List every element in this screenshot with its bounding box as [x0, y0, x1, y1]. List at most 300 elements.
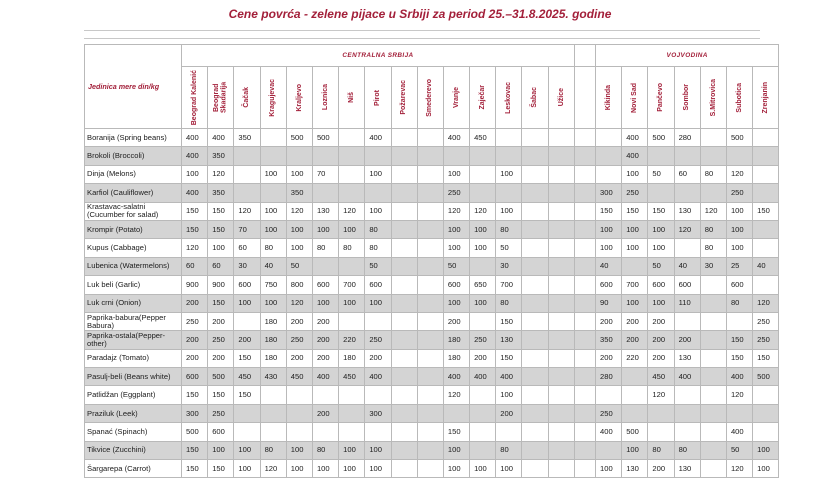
price-cell	[391, 294, 417, 312]
city-label: S.Mitrovica	[709, 78, 717, 117]
price-cell: 120	[753, 294, 779, 312]
price-cell: 70	[312, 165, 338, 183]
price-cell	[753, 276, 779, 294]
price-cell	[548, 220, 574, 238]
city-header	[312, 67, 338, 129]
price-cell	[470, 165, 496, 183]
price-cell: 100	[312, 220, 338, 238]
price-cell: 180	[260, 312, 286, 330]
price-cell: 120	[443, 202, 469, 220]
price-cell: 200	[648, 331, 674, 349]
price-cell: 100	[622, 239, 648, 257]
table-row	[85, 129, 779, 147]
price-cell: 100	[470, 294, 496, 312]
city-label: Beograd Kalenić	[190, 69, 198, 126]
price-cell	[522, 202, 548, 220]
price-cell: 750	[260, 276, 286, 294]
price-cell: 250	[208, 404, 234, 422]
price-cell	[339, 165, 365, 183]
price-cell: 150	[208, 460, 234, 478]
price-cell: 100	[312, 460, 338, 478]
price-cell	[260, 129, 286, 147]
price-cell	[391, 239, 417, 257]
city-header	[208, 67, 234, 129]
price-cell: 100	[470, 220, 496, 238]
price-cell	[234, 165, 260, 183]
vegetable-name: Krompir (Potato)	[85, 220, 182, 238]
price-cell: 100	[496, 386, 522, 404]
price-cell: 600	[365, 276, 391, 294]
price-cell: 450	[648, 368, 674, 386]
price-cell	[260, 147, 286, 165]
price-cell: 400	[726, 368, 752, 386]
price-cell: 120	[674, 220, 700, 238]
city-label: Užice	[557, 88, 565, 107]
price-cell	[522, 386, 548, 404]
city-header	[700, 67, 726, 129]
price-cell: 200	[208, 312, 234, 330]
vegetable-name: Karfiol (Cauliflower)	[85, 184, 182, 202]
city-header	[470, 67, 496, 129]
city-header	[417, 67, 443, 129]
price-cell	[286, 147, 312, 165]
column-gap	[575, 67, 596, 129]
price-cell	[622, 404, 648, 422]
city-header	[234, 67, 260, 129]
city-header	[365, 67, 391, 129]
price-cell: 120	[470, 202, 496, 220]
price-cell: 150	[182, 202, 208, 220]
table-row	[85, 423, 779, 441]
city-label: Požarevac	[400, 80, 408, 115]
column-gap	[575, 368, 596, 386]
price-cell: 200	[443, 312, 469, 330]
city-header	[260, 67, 286, 129]
price-cell	[700, 368, 726, 386]
price-cell: 50	[443, 257, 469, 275]
price-cell: 100	[234, 441, 260, 459]
price-cell: 100	[622, 220, 648, 238]
price-cell: 80	[726, 294, 752, 312]
price-cell	[522, 404, 548, 422]
price-cell	[700, 276, 726, 294]
price-cell: 100	[443, 239, 469, 257]
price-cell: 180	[339, 349, 365, 367]
city-label: Novi Sad	[630, 82, 638, 113]
price-cell: 150	[726, 349, 752, 367]
price-cell: 250	[753, 312, 779, 330]
price-cell: 400	[365, 368, 391, 386]
price-cell	[260, 386, 286, 404]
price-cell	[522, 276, 548, 294]
vegetable-name: Boranija (Spring beans)	[85, 129, 182, 147]
price-cell	[700, 184, 726, 202]
price-cell	[548, 331, 574, 349]
price-cell	[312, 257, 338, 275]
price-cell	[365, 312, 391, 330]
price-cell	[365, 147, 391, 165]
price-cell: 500	[312, 129, 338, 147]
price-cell: 450	[286, 368, 312, 386]
price-cell	[417, 129, 443, 147]
price-cell	[417, 294, 443, 312]
city-header	[674, 67, 700, 129]
price-cell: 150	[496, 349, 522, 367]
price-cell: 100	[365, 202, 391, 220]
price-cell	[700, 460, 726, 478]
price-cell: 200	[596, 312, 622, 330]
price-cell: 400	[312, 368, 338, 386]
price-cell: 450	[339, 368, 365, 386]
price-cell	[470, 312, 496, 330]
region-vojvodina: VOJVODINA	[596, 45, 779, 67]
price-cell	[674, 184, 700, 202]
price-cell: 80	[365, 220, 391, 238]
price-cell	[496, 147, 522, 165]
price-cell	[234, 423, 260, 441]
price-cell	[260, 404, 286, 422]
price-cell: 200	[208, 349, 234, 367]
price-cell: 350	[208, 184, 234, 202]
price-cell	[365, 423, 391, 441]
price-cell: 200	[496, 404, 522, 422]
price-cell: 400	[622, 147, 648, 165]
column-gap	[575, 349, 596, 367]
price-cell: 250	[726, 184, 752, 202]
price-cell: 40	[260, 257, 286, 275]
price-cell: 120	[648, 386, 674, 404]
price-cell: 100	[443, 294, 469, 312]
price-cell: 100	[182, 165, 208, 183]
table-row	[85, 239, 779, 257]
price-cell	[496, 129, 522, 147]
price-cell	[753, 220, 779, 238]
price-cell	[339, 129, 365, 147]
price-cell: 50	[365, 257, 391, 275]
price-cell: 100	[726, 220, 752, 238]
city-label: Kragujevac	[269, 78, 277, 117]
price-cell	[391, 368, 417, 386]
price-cell	[753, 404, 779, 422]
price-cell: 120	[182, 239, 208, 257]
price-cell: 80	[260, 441, 286, 459]
price-cell	[391, 165, 417, 183]
price-cell	[391, 202, 417, 220]
price-cell: 200	[312, 404, 338, 422]
price-cell	[548, 165, 574, 183]
price-cell	[234, 147, 260, 165]
price-cell: 600	[312, 276, 338, 294]
price-cell: 100	[234, 460, 260, 478]
price-cell	[596, 386, 622, 404]
price-cell: 80	[260, 239, 286, 257]
price-cell: 200	[470, 349, 496, 367]
city-label: Kikinda	[604, 84, 612, 111]
price-cell	[522, 239, 548, 257]
price-cell: 130	[496, 331, 522, 349]
price-cell: 250	[182, 312, 208, 330]
price-cell: 400	[182, 129, 208, 147]
price-cell: 100	[648, 220, 674, 238]
price-cell	[700, 147, 726, 165]
price-cell	[417, 349, 443, 367]
price-cell: 40	[596, 257, 622, 275]
price-cell: 130	[674, 202, 700, 220]
price-cell	[648, 423, 674, 441]
price-cell	[522, 294, 548, 312]
price-cell: 100	[443, 460, 469, 478]
price-cell: 350	[286, 184, 312, 202]
price-cell	[674, 404, 700, 422]
price-cell	[286, 423, 312, 441]
unit-label: Jedinica mere din/kg	[85, 45, 182, 129]
price-cell	[312, 147, 338, 165]
price-cell: 280	[596, 368, 622, 386]
price-cell: 50	[286, 257, 312, 275]
price-cell	[522, 257, 548, 275]
price-cell: 500	[182, 423, 208, 441]
price-cell: 150	[208, 294, 234, 312]
price-cell: 350	[596, 331, 622, 349]
title-divider-lower	[84, 38, 760, 39]
price-cell: 100	[208, 239, 234, 257]
city-label: Beograd Skadarija	[213, 81, 228, 114]
price-cell	[417, 368, 443, 386]
price-cell: 300	[365, 404, 391, 422]
price-cell	[339, 184, 365, 202]
price-cell	[622, 368, 648, 386]
price-cell	[260, 423, 286, 441]
price-cell: 40	[753, 257, 779, 275]
price-cell	[417, 165, 443, 183]
city-header	[496, 67, 522, 129]
price-cell: 70	[234, 220, 260, 238]
price-cell: 100	[234, 294, 260, 312]
price-cell	[753, 129, 779, 147]
price-cell: 200	[365, 349, 391, 367]
price-cell: 80	[496, 220, 522, 238]
price-cell: 25	[726, 257, 752, 275]
price-cell: 130	[312, 202, 338, 220]
price-cell: 120	[726, 460, 752, 478]
price-cell: 220	[622, 349, 648, 367]
price-cell: 100	[339, 220, 365, 238]
price-cell	[596, 129, 622, 147]
price-cell: 600	[674, 276, 700, 294]
price-cell: 120	[443, 386, 469, 404]
price-cell	[674, 147, 700, 165]
price-cell: 100	[470, 239, 496, 257]
price-cell	[522, 331, 548, 349]
price-cell	[417, 441, 443, 459]
price-cell: 100	[726, 202, 752, 220]
price-cell: 80	[365, 239, 391, 257]
column-gap	[575, 331, 596, 349]
price-cell	[312, 423, 338, 441]
price-cell: 100	[365, 441, 391, 459]
vegetable-name: Praziluk (Leek)	[85, 404, 182, 422]
price-cell	[548, 312, 574, 330]
price-cell	[726, 404, 752, 422]
column-gap	[575, 239, 596, 257]
price-cell: 150	[234, 349, 260, 367]
page-title: Cene povrća - zelene pijace u Srbiji za period 25.–31.8.2025. godine	[228, 7, 612, 21]
table-row	[85, 460, 779, 478]
price-cell	[522, 184, 548, 202]
price-cell: 50	[496, 239, 522, 257]
price-cell: 90	[596, 294, 622, 312]
price-cell	[286, 404, 312, 422]
city-label: Zrenjanin	[761, 81, 769, 114]
table-row	[85, 404, 779, 422]
price-cell: 120	[260, 460, 286, 478]
price-cell	[391, 312, 417, 330]
column-gap	[575, 147, 596, 165]
price-cell	[548, 239, 574, 257]
price-cell: 150	[753, 202, 779, 220]
vegetable-name: Brokoli (Broccoli)	[85, 147, 182, 165]
price-cell: 80	[312, 441, 338, 459]
title-divider	[84, 30, 760, 31]
price-cell: 450	[470, 129, 496, 147]
price-cell	[648, 147, 674, 165]
price-cell: 100	[286, 239, 312, 257]
price-cell	[391, 423, 417, 441]
vegetable-name: Paprika-ostala(Pepper-other)	[85, 331, 182, 349]
price-cell	[391, 184, 417, 202]
price-cell	[726, 147, 752, 165]
price-cell	[391, 349, 417, 367]
price-cell: 130	[622, 460, 648, 478]
price-cell	[470, 404, 496, 422]
price-cell: 150	[596, 202, 622, 220]
price-cell	[522, 147, 548, 165]
price-cell: 100	[260, 294, 286, 312]
price-cell	[365, 184, 391, 202]
price-cell: 600	[596, 276, 622, 294]
price-cell	[391, 220, 417, 238]
price-cell	[496, 423, 522, 441]
price-cell	[596, 147, 622, 165]
price-cell	[753, 239, 779, 257]
price-cell	[700, 331, 726, 349]
price-cell: 200	[648, 312, 674, 330]
price-cell	[700, 349, 726, 367]
price-cell	[417, 276, 443, 294]
price-cell: 200	[648, 349, 674, 367]
price-cell: 400	[182, 184, 208, 202]
price-cell	[470, 423, 496, 441]
price-cell	[548, 276, 574, 294]
price-cell: 80	[312, 239, 338, 257]
price-cell	[548, 349, 574, 367]
price-cell	[522, 165, 548, 183]
city-label: Subotica	[735, 82, 743, 113]
price-cell: 60	[182, 257, 208, 275]
price-cell	[548, 202, 574, 220]
price-cell: 400	[365, 129, 391, 147]
price-cell	[234, 184, 260, 202]
vegetable-name: Tikvice (Zucchini)	[85, 441, 182, 459]
price-cell: 100	[443, 441, 469, 459]
price-cell: 100	[443, 165, 469, 183]
price-cell: 200	[182, 331, 208, 349]
price-cell	[234, 312, 260, 330]
price-cell: 120	[339, 202, 365, 220]
price-cell	[417, 220, 443, 238]
price-cell	[700, 294, 726, 312]
price-cell: 400	[470, 368, 496, 386]
price-cell	[548, 147, 574, 165]
price-cell	[700, 386, 726, 404]
price-cell	[339, 312, 365, 330]
price-cell: 130	[674, 460, 700, 478]
price-cell: 50	[648, 257, 674, 275]
column-gap	[575, 404, 596, 422]
vegetable-name: Dinja (Melons)	[85, 165, 182, 183]
region-central-serbia: CENTRALNA SRBIJA	[182, 45, 575, 67]
price-cell: 100	[312, 294, 338, 312]
price-cell: 700	[339, 276, 365, 294]
price-cell: 250	[208, 331, 234, 349]
price-cell: 150	[182, 441, 208, 459]
price-cell: 500	[726, 129, 752, 147]
price-cell: 200	[312, 349, 338, 367]
price-cell	[522, 423, 548, 441]
price-cell: 100	[753, 460, 779, 478]
price-cell: 100	[496, 165, 522, 183]
table-row	[85, 202, 779, 220]
price-cell: 120	[700, 202, 726, 220]
column-gap	[575, 312, 596, 330]
city-label: Pirot	[374, 89, 382, 106]
price-cell: 200	[622, 312, 648, 330]
city-label: Pančevo	[657, 83, 665, 112]
price-cell: 100	[596, 239, 622, 257]
price-cell	[648, 404, 674, 422]
price-cell: 350	[208, 147, 234, 165]
city-header	[726, 67, 752, 129]
price-cell: 100	[339, 294, 365, 312]
price-cell	[548, 386, 574, 404]
price-cell: 100	[648, 239, 674, 257]
price-cell	[522, 368, 548, 386]
price-cell	[443, 404, 469, 422]
price-cell: 120	[286, 294, 312, 312]
table-row	[85, 147, 779, 165]
price-cell: 30	[234, 257, 260, 275]
vegetable-name: Paprika-babura(Pepper Babura)	[85, 312, 182, 330]
price-cell: 100	[648, 294, 674, 312]
price-cell: 400	[596, 423, 622, 441]
price-cell	[522, 441, 548, 459]
price-cell: 120	[208, 165, 234, 183]
price-cell: 80	[700, 220, 726, 238]
column-gap	[575, 165, 596, 183]
price-cell: 100	[622, 441, 648, 459]
price-cell	[753, 147, 779, 165]
table-row	[85, 276, 779, 294]
price-cell: 150	[208, 386, 234, 404]
price-cell	[470, 257, 496, 275]
table-row	[85, 220, 779, 238]
city-header	[548, 67, 574, 129]
price-cell: 150	[182, 386, 208, 404]
price-cell	[339, 423, 365, 441]
price-cell: 400	[443, 368, 469, 386]
price-cell: 200	[622, 331, 648, 349]
price-cell: 100	[622, 294, 648, 312]
